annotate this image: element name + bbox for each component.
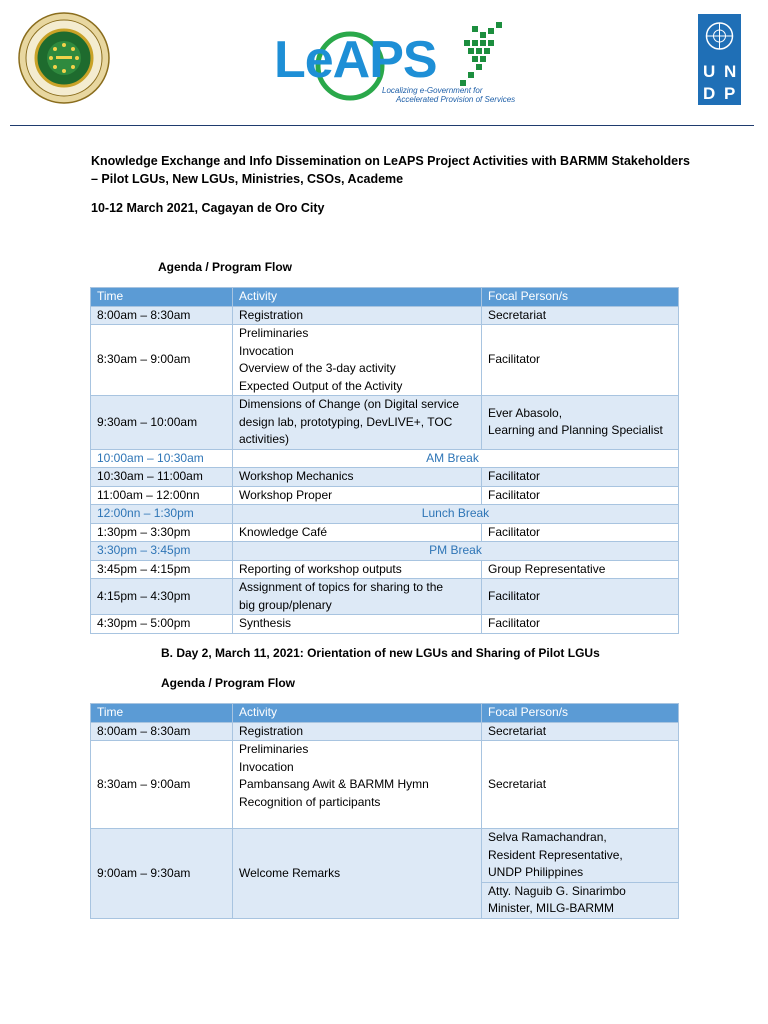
day2-heading: B. Day 2, March 11, 2021: Orientation of new LGUs and Sharing of Pilot LGUs [161, 646, 600, 660]
activity-line: Preliminaries [239, 326, 309, 340]
cell-focal: Facilitator [482, 486, 679, 505]
document-title: Knowledge Exchange and Info Dissemination on LeAPS Project Activities with BARMM Stakeholders – Pilot LGUs, New LGUs, Ministries, CSOs, Academe [91, 154, 690, 186]
focal-line: Atty. Naguib G. Sinarimbo [488, 883, 626, 898]
cell-focal: Facilitator [482, 615, 679, 634]
cell-activity: Registration [233, 306, 482, 325]
cell-activity [233, 579, 482, 615]
cell-time: 8:30am – 9:00am [91, 325, 233, 396]
cell-focal: Facilitator [482, 579, 679, 615]
leaps-tagline-1: Localizing e-Government for [382, 86, 483, 95]
activity-line: activities) [239, 432, 290, 446]
activity-line: Expected Output of the Activity [239, 378, 403, 393]
col-focal: Focal Person/s [482, 704, 679, 723]
focal-line: Learning and Planning Specialist [488, 423, 663, 438]
cell-focal: Facilitator [482, 325, 679, 396]
col-focal: Focal Person/s [482, 288, 679, 307]
cell-time: 4:15pm – 4:30pm [91, 579, 233, 615]
leaps-wordmark: LeAPS [274, 31, 437, 89]
cell-focal: Facilitator [482, 468, 679, 487]
cell-focal [482, 829, 679, 883]
cell-time: 11:00am – 12:00nn [91, 486, 233, 505]
focal-line: Resident Representative, [488, 847, 623, 862]
cell-time: 3:30pm – 3:45pm [91, 542, 233, 561]
leaps-tagline-2: Accelerated Provision of Services [396, 95, 516, 104]
table-row [91, 486, 679, 505]
col-time: Time [91, 704, 233, 723]
cell-time: 12:00nn – 1:30pm [91, 505, 233, 524]
cell-activity: Workshop Mechanics [233, 468, 482, 487]
table-row [91, 523, 679, 542]
activity-line: design lab, prototyping, DevLIVE+, TOC [239, 414, 453, 429]
cell-time: 8:00am – 8:30am [91, 306, 233, 325]
table-row [91, 560, 679, 579]
activity-line: Recognition of participants [239, 794, 381, 809]
cell-activity: Reporting of workshop outputs [233, 560, 482, 579]
agenda-table-day1 [90, 287, 679, 634]
milg-seal-logo [18, 12, 110, 104]
cell-activity [233, 741, 482, 829]
cell-focal: Group Representative [482, 560, 679, 579]
col-activity: Activity [233, 704, 482, 723]
undp-text-bottom: D P [703, 84, 738, 103]
cell-focal: Secretariat [482, 306, 679, 325]
cell-time: 10:00am – 10:30am [91, 449, 233, 468]
cell-time: 8:30am – 9:00am [91, 741, 233, 829]
focal-line: Selva Ramachandran, [488, 830, 607, 844]
activity-line: Invocation [239, 343, 294, 358]
cell-activity: Knowledge Café [233, 523, 482, 542]
table-row [91, 396, 679, 450]
activity-line: Pambansang Awit & BARMM Hymn [239, 777, 429, 791]
table-header-row [91, 704, 679, 723]
activity-line: big group/plenary [239, 597, 332, 612]
agenda-table-day2 [90, 703, 679, 919]
table-row [91, 468, 679, 487]
cell-time: 4:30pm – 5:00pm [91, 615, 233, 634]
cell-time: 9:00am – 9:30am [91, 829, 233, 919]
cell-time: 1:30pm – 3:30pm [91, 523, 233, 542]
table-header-row [91, 288, 679, 307]
cell-activity [233, 325, 482, 396]
focal-line: UNDP Philippines [488, 865, 584, 879]
agenda-label-day1: Agenda / Program Flow [158, 260, 293, 274]
focal-line: Minister, MILG-BARMM [488, 901, 615, 915]
col-time: Time [91, 288, 233, 307]
cell-activity: Registration [233, 722, 482, 741]
focal-line: Ever Abasolo, [488, 405, 563, 420]
break-row [91, 505, 679, 524]
cell-activity: Synthesis [233, 615, 482, 634]
cell-time: 9:30am – 10:00am [91, 396, 233, 450]
activity-line: Invocation [239, 759, 294, 774]
cell-focal [482, 396, 679, 450]
leaps-logo [272, 18, 532, 108]
table-row [91, 306, 679, 325]
cell-time: 10:30am – 11:00am [91, 468, 233, 487]
activity-line: Overview of the 3-day activity [239, 361, 396, 375]
table-row [91, 325, 679, 396]
undp-logo [698, 14, 741, 105]
activity-line: Preliminaries [239, 742, 309, 756]
cell-time: 8:00am – 8:30am [91, 722, 233, 741]
header-divider [10, 125, 754, 126]
undp-text-top: U N [703, 62, 739, 81]
col-activity: Activity [233, 288, 482, 307]
activity-line: Dimensions of Change (on Digital service [239, 397, 460, 411]
table-row [91, 579, 679, 615]
break-row [91, 449, 679, 468]
table-row [91, 722, 679, 741]
break-label: AM Break [233, 449, 679, 468]
activity-line: Assignment of topics for sharing to the [239, 580, 444, 594]
break-label: Lunch Break [233, 505, 679, 524]
cell-focal: Secretariat [482, 722, 679, 741]
cell-time: 3:45pm – 4:15pm [91, 560, 233, 579]
cell-focal: Facilitator [482, 523, 679, 542]
cell-focal [482, 882, 679, 918]
cell-activity: Welcome Remarks [233, 829, 482, 919]
break-label: PM Break [233, 542, 679, 561]
break-row [91, 542, 679, 561]
table-row [91, 741, 679, 829]
cell-focal: Secretariat [482, 741, 679, 829]
event-dateline: 10-12 March 2021, Cagayan de Oro City [91, 201, 325, 215]
cell-activity [233, 396, 482, 450]
table-row [91, 829, 679, 883]
agenda-label-day2: Agenda / Program Flow [161, 676, 296, 690]
table-row [91, 615, 679, 634]
cell-activity: Workshop Proper [233, 486, 482, 505]
